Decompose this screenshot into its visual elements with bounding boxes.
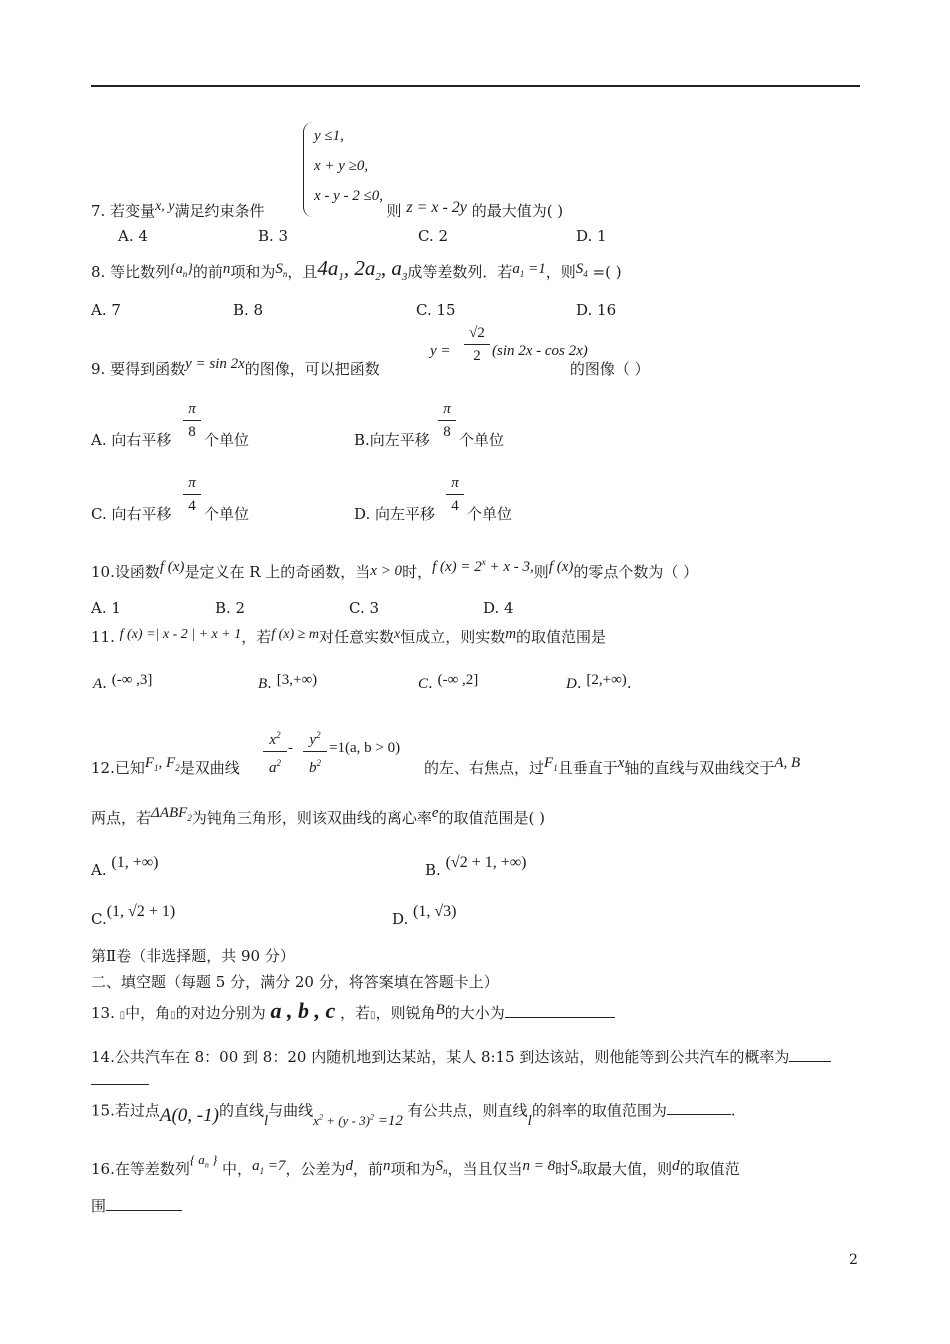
q9-sqrt2-over-2: $\frac{√2}{2}$ xyxy=(464,322,490,367)
answer-blank-continued[interactable] xyxy=(91,1070,149,1085)
question-8: 8. 等比数列$\{a_n\}$的前n项和为$S_n$，且$4a_1$, $2a_2$, $a_3$成等差数列．若$a_1 =1$，则$S_4$ =( ) xyxy=(91,256,622,284)
question-11: 11. f (x) =| x - 2 | + x + 1，若f (x) ≥ m对任意实数x恒成立，则实数m的取值范围是 xyxy=(91,626,607,646)
condition-image: ▯ xyxy=(370,1010,376,1021)
q9-option-c-fraction: $\frac{\pi}{4}$ xyxy=(183,472,201,517)
section-part-heading: 二、填空题（每题 5 分，满分 20 分，将答案填在答题卡上） xyxy=(91,973,499,991)
q8-option-a: A. 7 xyxy=(91,301,121,319)
q9-option-b: B.向左平移 xyxy=(354,431,430,449)
question-12: 12.已知$F_1$, $F_2$是双曲线 xyxy=(91,755,240,777)
q9-option-a-fraction: $\frac{\pi}{8}$ xyxy=(183,398,201,443)
answer-blank[interactable] xyxy=(667,1100,731,1115)
q12-x2-over-a2: $\frac{x^2}{a^2}$ xyxy=(263,724,287,779)
q11-option-c: C. (-∞ ,2] xyxy=(418,672,479,692)
q10-option-a: A. 1 xyxy=(91,599,121,617)
q11-option-a: A. (-∞ ,3] xyxy=(93,672,153,692)
q9-option-a-suffix: 个单位 xyxy=(204,431,250,449)
q8-option-d: D. 16 xyxy=(576,301,617,319)
q7-option-a: A. 4 xyxy=(118,227,148,245)
q9-formula-lhs: y = xyxy=(430,343,451,359)
q9-formula-rhs: (sin 2x - cos 2x) xyxy=(492,343,588,359)
constraint-2: x + y ≥0, xyxy=(314,158,369,174)
question-7: 7. 若变量$^{x, y}$满足约束条件 则 z = x - 2y 的最大值为( ) xyxy=(91,199,564,220)
answer-blank[interactable] xyxy=(505,1003,615,1018)
constraint-3: x - y - 2 ≤0, xyxy=(314,188,384,204)
q8-option-c: C. 15 xyxy=(416,301,456,319)
q12-option-d: D. (1, √3) xyxy=(392,903,457,928)
q7-option-d: D. 1 xyxy=(576,227,607,245)
question-16: 16.在等差数列{ $a_n$ } 中，$a_1 =7$，公差为d，前n项和为$S_n$，当且仅当n = 8时$S_n$取最大值，则d的取值范 xyxy=(91,1152,740,1178)
question-12-line-2: 两点，若$\Delta ABF_2$为钝角三角形，则该双曲线的离心率e的取值范围是( ) xyxy=(91,805,545,827)
q9-option-c-suffix: 个单位 xyxy=(204,505,250,523)
q12-option-b: B. (√2 + 1, +∞) xyxy=(425,854,527,879)
q10-option-c: C. 3 xyxy=(349,599,380,617)
q10-option-d: D. 4 xyxy=(483,599,514,617)
q9-option-c: C. 向右平移 xyxy=(91,505,172,523)
q9-option-b-suffix: 个单位 xyxy=(459,431,505,449)
question-14: 14.公共汽车在 8：00 到 8：20 内随机地到达某站，某人 8:15 到达该站，则他能等到公共汽车的概率为 xyxy=(91,1047,831,1067)
q7-option-b: B. 3 xyxy=(258,227,289,245)
q12-option-c: C.(1, √2 + 1) xyxy=(91,903,176,928)
q12-eq-rhs: =1(a, b > 0) xyxy=(329,740,401,756)
q11-option-d: D. [2,+∞). xyxy=(566,672,632,692)
q9-option-d-fraction: $\frac{\pi}{4}$ xyxy=(446,472,464,517)
q11-option-b: B. [3,+∞) xyxy=(258,672,318,692)
triangle-abc-image: ▯ xyxy=(119,1010,126,1021)
angles-abc-image: ▯ xyxy=(170,1010,176,1021)
question-16-line-2: 围 xyxy=(91,1196,182,1216)
question-13: 13. ▯中，角▯的对边分别为 a , b , c ，若▯，则锐角B的大小为 xyxy=(91,1001,615,1026)
q9-option-d: D. 向左平移 xyxy=(354,505,436,523)
constraint-1: y ≤1, xyxy=(314,128,344,144)
answer-blank[interactable] xyxy=(789,1047,831,1062)
q12-y2-over-b2: $\frac{y^2}{b^2}$ xyxy=(303,724,327,779)
q10-option-b: B. 2 xyxy=(215,599,246,617)
question-9: 9. 要得到函数y = sin 2x的图像，可以把函数 的图像（ ） xyxy=(91,356,650,378)
q9-option-d-suffix: 个单位 xyxy=(467,505,513,523)
q12-minus: - xyxy=(288,740,293,756)
question-10: 10.设函数f (x)是定义在 R 上的奇函数，当x > 0时，f $(x) = 2^x + x - 3$,则f (x)的零点个数为（ ） xyxy=(91,557,699,581)
question-12-cont: 的左、右焦点，过$F_1$且垂直于x轴的直线与双曲线交于A, B xyxy=(424,755,801,777)
q9-option-a: A. 向右平移 xyxy=(91,431,172,449)
header-rule xyxy=(91,85,860,87)
question-15: 15.若过点A(0, -1)的直线l与曲线$x^2 + (y - 3)^2 =12$ 有公共点，则直线l的斜率的取值范围为 . xyxy=(91,1101,736,1130)
q7-option-c: C. 2 xyxy=(418,227,449,245)
section-title: 第Ⅱ卷（非选择题，共 90 分） xyxy=(91,947,295,965)
page-number: 2 xyxy=(849,1252,858,1268)
q9-option-b-fraction: $\frac{\pi}{8}$ xyxy=(438,398,456,443)
q8-option-b: B. 8 xyxy=(233,301,264,319)
answer-blank[interactable] xyxy=(106,1196,182,1211)
q12-option-a: A. (1, +∞) xyxy=(91,854,159,879)
